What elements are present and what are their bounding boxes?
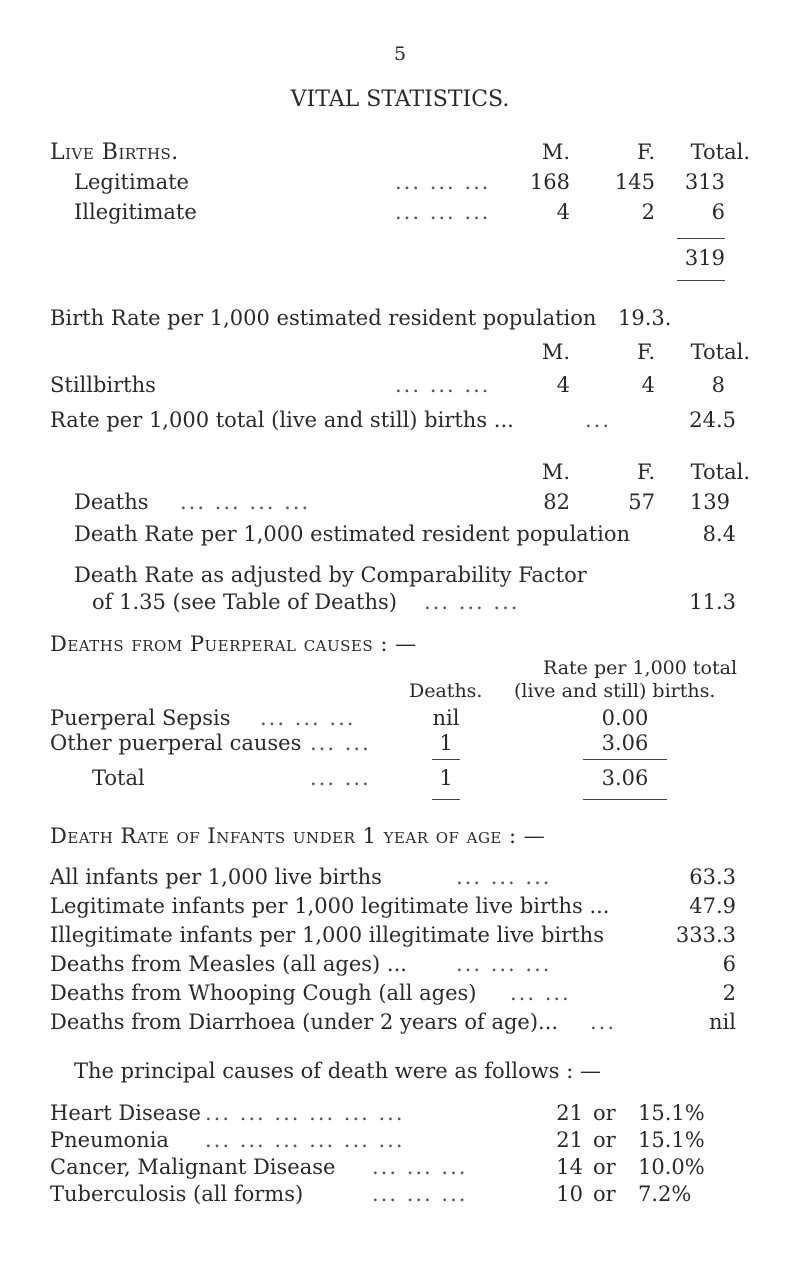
- cause-or: or: [593, 1101, 616, 1125]
- col-header-m: M.: [541, 140, 570, 164]
- puerperal-heading: Deaths from Puerperal causes : —: [50, 632, 417, 656]
- cause-label: Pneumonia: [50, 1128, 169, 1152]
- rate-header-line1: Rate per 1,000 total: [542, 657, 738, 679]
- legitimate-label: Legitimate: [74, 170, 189, 194]
- stillbirths-total: 8: [711, 373, 725, 397]
- stillbirth-rate-value: 24.5: [689, 408, 736, 432]
- cause-count: 21: [556, 1101, 583, 1125]
- leader-dots: ... ... ...: [456, 952, 552, 976]
- deaths-col-f: F.: [637, 460, 655, 484]
- puerperal-sepsis-deaths: nil: [432, 706, 460, 730]
- divider: [583, 759, 667, 760]
- stillbirth-rate-label: Rate per 1,000 total (live and still) births ...: [50, 408, 514, 432]
- infant-rate-label: All infants per 1,000 live births: [50, 865, 382, 889]
- leader-dots: ... ...: [310, 766, 371, 790]
- death-rate-value: 8.4: [702, 522, 736, 546]
- divider: [677, 238, 725, 239]
- stillbirths-col-m: M.: [541, 340, 570, 364]
- infant-rate-label: Deaths from Whooping Cough (all ages): [50, 981, 477, 1005]
- cause-percent: 15.1%: [638, 1128, 705, 1152]
- leader-dots: ... ... ...: [395, 200, 491, 224]
- stillbirths-col-f: F.: [637, 340, 655, 364]
- infant-rate-value: nil: [709, 1010, 736, 1034]
- legitimate-total: 313: [684, 170, 725, 194]
- puerperal-total-label: Total: [92, 766, 145, 790]
- divider: [432, 759, 460, 760]
- infant-rate-label: Legitimate infants per 1,000 legitimate live births ...: [50, 894, 610, 918]
- leader-dots: ... ... ...: [260, 706, 356, 730]
- leader-dots: ... ...: [310, 731, 371, 755]
- causes-intro: The principal causes of death were as follows : —: [74, 1059, 601, 1083]
- page-number: 5: [393, 43, 407, 65]
- divider: [432, 799, 460, 800]
- leader-dots: ... ... ...: [395, 170, 491, 194]
- cause-label: Tuberculosis (all forms): [50, 1182, 304, 1206]
- leader-dots: ... ... ...: [395, 373, 491, 397]
- illegitimate-total: 6: [711, 200, 725, 224]
- infant-rate-value: 6: [722, 952, 736, 976]
- legitimate-m: 168: [529, 170, 570, 194]
- cause-label: Heart Disease: [50, 1101, 201, 1125]
- infant-death-heading: Death Rate of Infants under 1 year of age : —: [50, 824, 546, 848]
- birth-rate-value: 19.3.: [618, 306, 672, 330]
- infant-rate-label: Illegitimate infants per 1,000 illegitimate live births: [50, 923, 604, 947]
- stillbirths-col-total: Total.: [690, 340, 750, 364]
- leader-dots: ... ... ...: [456, 865, 552, 889]
- adjusted-rate-line2: of 1.35 (see Table of Deaths): [92, 590, 397, 614]
- deaths-total: 139: [689, 490, 730, 514]
- deaths-col-m: M.: [541, 460, 570, 484]
- col-header-total: Total.: [690, 140, 750, 164]
- leader-dots: ... ... ...: [372, 1155, 468, 1179]
- cause-percent: 15.1%: [638, 1101, 705, 1125]
- puerperal-total-rate: 3.06: [601, 766, 649, 790]
- cause-count: 21: [556, 1128, 583, 1152]
- stillbirths-f: 4: [641, 373, 655, 397]
- page-title: VITAL STATISTICS.: [290, 87, 510, 112]
- cause-or: or: [593, 1128, 616, 1152]
- other-puerperal-rate: 3.06: [601, 731, 649, 755]
- leader-dots: ... ... ... ...: [180, 490, 311, 514]
- stillbirths-label: Stillbirths: [50, 373, 156, 397]
- legitimate-f: 145: [614, 170, 655, 194]
- other-puerperal-deaths: 1: [439, 731, 453, 755]
- rate-header-line2: (live and still) births.: [514, 680, 716, 702]
- other-puerperal-label: Other puerperal causes: [50, 731, 302, 755]
- infant-rate-value: 63.3: [689, 865, 736, 889]
- illegitimate-label: Illegitimate: [74, 200, 197, 224]
- leader-dots: ... ... ...: [372, 1182, 468, 1206]
- cause-percent: 10.0%: [638, 1155, 705, 1179]
- col-header-f: F.: [637, 140, 655, 164]
- stillbirths-m: 4: [556, 373, 570, 397]
- leader-dots: ... ... ... ... ... ...: [205, 1101, 405, 1125]
- leader-dots: ... ... ... ... ... ...: [205, 1128, 405, 1152]
- leader-dots: ...: [590, 1010, 617, 1034]
- infant-rate-value: 333.3: [675, 923, 736, 947]
- death-rate-label: Death Rate per 1,000 estimated resident population: [74, 522, 631, 546]
- illegitimate-f: 2: [641, 200, 655, 224]
- adjusted-rate-line1: Death Rate as adjusted by Comparability Factor: [74, 563, 587, 587]
- divider: [677, 280, 725, 281]
- live-births-grand-total: 319: [684, 246, 725, 270]
- deaths-col-total: Total.: [690, 460, 750, 484]
- deaths-label: Deaths: [74, 490, 149, 514]
- cause-count: 14: [556, 1155, 583, 1179]
- infant-rate-value: 2: [722, 981, 736, 1005]
- deaths-m: 82: [543, 490, 570, 514]
- infant-rate-label: Deaths from Diarrhoea (under 2 years of age)...: [50, 1010, 559, 1034]
- deaths-col-header: Deaths.: [409, 680, 483, 702]
- puerperal-total-deaths: 1: [439, 766, 453, 790]
- cause-or: or: [593, 1182, 616, 1206]
- birth-rate-label: Birth Rate per 1,000 estimated resident population: [50, 306, 597, 330]
- infant-rate-label: Deaths from Measles (all ages) ...: [50, 952, 407, 976]
- leader-dots: ... ...: [510, 981, 571, 1005]
- leader-dots: ...: [585, 408, 612, 432]
- illegitimate-m: 4: [556, 200, 570, 224]
- infant-rate-value: 47.9: [689, 894, 736, 918]
- cause-percent: 7.2%: [638, 1182, 692, 1206]
- cause-label: Cancer, Malignant Disease: [50, 1155, 336, 1179]
- puerperal-sepsis-rate: 0.00: [601, 706, 649, 730]
- live-births-heading: Live Births.: [50, 140, 179, 165]
- puerperal-sepsis-label: Puerperal Sepsis: [50, 706, 231, 730]
- cause-count: 10: [556, 1182, 583, 1206]
- divider: [583, 799, 667, 800]
- cause-or: or: [593, 1155, 616, 1179]
- leader-dots: ... ... ...: [424, 590, 520, 614]
- deaths-f: 57: [628, 490, 655, 514]
- adjusted-rate-value: 11.3: [689, 590, 736, 614]
